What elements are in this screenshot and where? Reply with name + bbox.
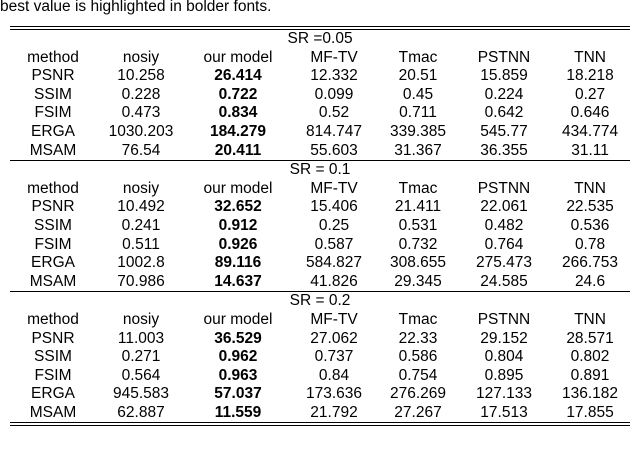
table-cell: 0.737 [314, 348, 354, 366]
table-cell: 0.224 [484, 85, 524, 103]
table-cell: 173.636 [305, 385, 363, 403]
column-header: nosiy [122, 310, 160, 328]
table-cell: 1030.203 [108, 122, 174, 140]
metric-label: SSIM [34, 348, 72, 366]
table-cell: 24.6 [574, 272, 606, 290]
table-cell: 0.891 [570, 366, 610, 384]
table-cell: 36.529 [214, 329, 262, 347]
table-cell: 57.037 [214, 385, 262, 403]
table-cell: 1002.8 [117, 254, 165, 272]
table-cell: 0.45 [402, 85, 434, 103]
table-cell: 29.345 [394, 272, 442, 290]
table-caption: best value is highlighted in bolder fonts. [0, 0, 272, 15]
table-cell: 275.473 [475, 254, 533, 272]
metric-label: SSIM [34, 85, 72, 103]
table-cell: 127.133 [475, 385, 533, 403]
table-sections [10, 30, 630, 422]
table-cell: 17.513 [480, 403, 528, 421]
table-cell: 11.559 [214, 403, 262, 421]
table-cell: 76.54 [121, 141, 161, 159]
table-row [10, 198, 630, 217]
table-row [10, 273, 630, 292]
table-cell: 0.764 [484, 235, 524, 253]
table-cell: 0.722 [218, 85, 258, 103]
column-header: MF-TV [310, 310, 358, 328]
column-header: Tmac [398, 179, 438, 197]
table-row [10, 67, 630, 86]
table-row [10, 123, 630, 142]
table-cell: 0.25 [318, 216, 350, 234]
column-header: our model [203, 48, 273, 66]
table-cell: 22.061 [480, 198, 528, 216]
table-cell: 0.536 [570, 216, 610, 234]
table-cell: 27.062 [310, 329, 358, 347]
table-cell: 15.859 [480, 67, 528, 85]
table-row [10, 254, 630, 273]
table-cell: 0.52 [318, 104, 350, 122]
table-cell: 136.182 [562, 385, 619, 403]
table-cell: 545.77 [480, 122, 528, 140]
table-row [10, 142, 630, 161]
table-cell: 308.655 [389, 254, 447, 272]
table-cell: 0.802 [570, 348, 610, 366]
table-cell: 0.511 [122, 235, 160, 253]
table-row [10, 86, 630, 105]
sr-row [10, 30, 630, 49]
table-cell: 89.116 [214, 254, 262, 272]
column-header: Tmac [398, 310, 438, 328]
table-cell: 0.271 [121, 348, 161, 366]
column-header: nosiy [122, 179, 160, 197]
metric-label: FSIM [34, 235, 72, 253]
table-cell: 55.603 [310, 141, 358, 159]
table-cell: 22.535 [566, 198, 614, 216]
table-row [10, 217, 630, 236]
table-cell: 24.585 [480, 272, 528, 290]
table-cell: 0.586 [398, 348, 438, 366]
column-header: PSTNN [477, 48, 531, 66]
table-cell: 0.642 [484, 104, 524, 122]
metric-label: ERGA [31, 385, 75, 403]
sr-label: SR = 0.1 [289, 161, 351, 179]
results-table [10, 26, 630, 426]
table-cell: 62.887 [117, 403, 165, 421]
table-cell: 0.895 [484, 366, 524, 384]
table-row [10, 367, 630, 386]
table-cell: 0.84 [318, 366, 350, 384]
metric-label: PSNR [31, 329, 75, 347]
metric-label: MSAM [29, 403, 77, 421]
table-cell: 434.774 [562, 122, 619, 140]
metric-label: MSAM [29, 141, 77, 159]
column-header: our model [203, 179, 273, 197]
table-cell: 27.267 [394, 403, 442, 421]
table-row [10, 385, 630, 404]
table-cell: 15.406 [310, 198, 358, 216]
table-row [10, 330, 630, 349]
table-section [10, 292, 630, 422]
table-cell: 20.51 [398, 67, 438, 85]
sr-row [10, 161, 630, 180]
table-cell: 0.564 [121, 366, 161, 384]
table-cell: 31.367 [394, 141, 442, 159]
table-cell: 21.411 [394, 198, 442, 216]
table-cell: 276.269 [389, 385, 447, 403]
sr-label: SR =0.05 [287, 30, 353, 47]
metric-label: FSIM [34, 366, 72, 384]
table-cell: 266.753 [562, 254, 619, 272]
table-cell: 0.473 [121, 104, 161, 122]
table-cell: 0.912 [218, 216, 258, 234]
table-section [10, 161, 630, 291]
table-cell: 0.241 [121, 216, 161, 234]
bottom-rule [10, 422, 630, 423]
table-cell: 0.646 [570, 104, 610, 122]
table-cell: 0.482 [484, 216, 524, 234]
column-header: method [27, 179, 79, 197]
table-cell: 584.827 [305, 254, 363, 272]
table-cell: 32.652 [214, 198, 262, 216]
column-header: TNN [574, 179, 606, 197]
header-row [10, 180, 630, 199]
metric-label: ERGA [31, 122, 75, 140]
table-cell: 29.152 [480, 329, 528, 347]
column-header: method [27, 310, 79, 328]
table-cell: 0.587 [314, 235, 354, 253]
table-cell: 0.963 [218, 366, 258, 384]
table-cell: 17.855 [566, 403, 614, 421]
table-cell: 14.637 [214, 272, 262, 290]
metric-label: SSIM [34, 216, 72, 234]
table-cell: 0.711 [399, 104, 437, 122]
table-row [10, 236, 630, 255]
table-cell: 18.218 [566, 67, 614, 85]
metric-label: MSAM [29, 272, 77, 290]
column-header: MF-TV [310, 48, 358, 66]
column-header: TNN [574, 310, 606, 328]
table-cell: 0.228 [121, 85, 161, 103]
table-cell: 0.531 [398, 216, 438, 234]
metric-label: PSNR [31, 67, 75, 85]
table-cell: 21.792 [310, 403, 358, 421]
table-cell: 28.571 [566, 329, 614, 347]
bottom-rule-second [10, 425, 630, 426]
metric-label: FSIM [34, 104, 72, 122]
column-header: method [27, 48, 79, 66]
table-cell: 0.754 [398, 366, 438, 384]
column-header: nosiy [122, 48, 160, 66]
table-cell: 0.78 [574, 235, 606, 253]
table-cell: 22.33 [398, 329, 438, 347]
metric-label: ERGA [31, 254, 75, 272]
table-cell: 41.826 [310, 272, 358, 290]
column-header: PSTNN [477, 179, 531, 197]
table-cell: 0.962 [218, 348, 258, 366]
column-header: Tmac [398, 48, 438, 66]
metric-label: PSNR [31, 198, 75, 216]
table-cell: 945.583 [112, 385, 170, 403]
table-cell: 26.414 [214, 67, 262, 85]
column-header: TNN [574, 48, 606, 66]
table-cell: 814.747 [305, 122, 363, 140]
table-cell: 31.11 [571, 141, 609, 159]
header-row [10, 311, 630, 330]
top-rule [10, 26, 630, 27]
table-section [10, 30, 630, 160]
column-header: PSTNN [477, 310, 531, 328]
table-cell: 0.732 [398, 235, 438, 253]
sr-label: SR = 0.2 [289, 292, 351, 310]
table-cell: 11.003 [117, 329, 165, 347]
table-cell: 36.355 [480, 141, 528, 159]
table-cell: 0.27 [574, 85, 606, 103]
table-cell: 0.926 [218, 235, 258, 253]
header-row [10, 49, 630, 68]
table-cell: 10.258 [117, 67, 165, 85]
table-cell: 184.279 [209, 122, 267, 140]
table-cell: 70.986 [117, 272, 165, 290]
table-cell: 0.804 [484, 348, 524, 366]
table-cell: 0.834 [218, 104, 258, 122]
sr-row [10, 292, 630, 311]
table-row [10, 104, 630, 123]
table-cell: 10.492 [117, 198, 165, 216]
table-cell: 20.411 [214, 141, 262, 159]
column-header: MF-TV [310, 179, 358, 197]
column-header: our model [203, 310, 273, 328]
table-cell: 339.385 [389, 122, 447, 140]
table-row [10, 348, 630, 367]
table-cell: 12.332 [310, 67, 358, 85]
table-row [10, 404, 630, 423]
table-cell: 0.099 [314, 85, 354, 103]
